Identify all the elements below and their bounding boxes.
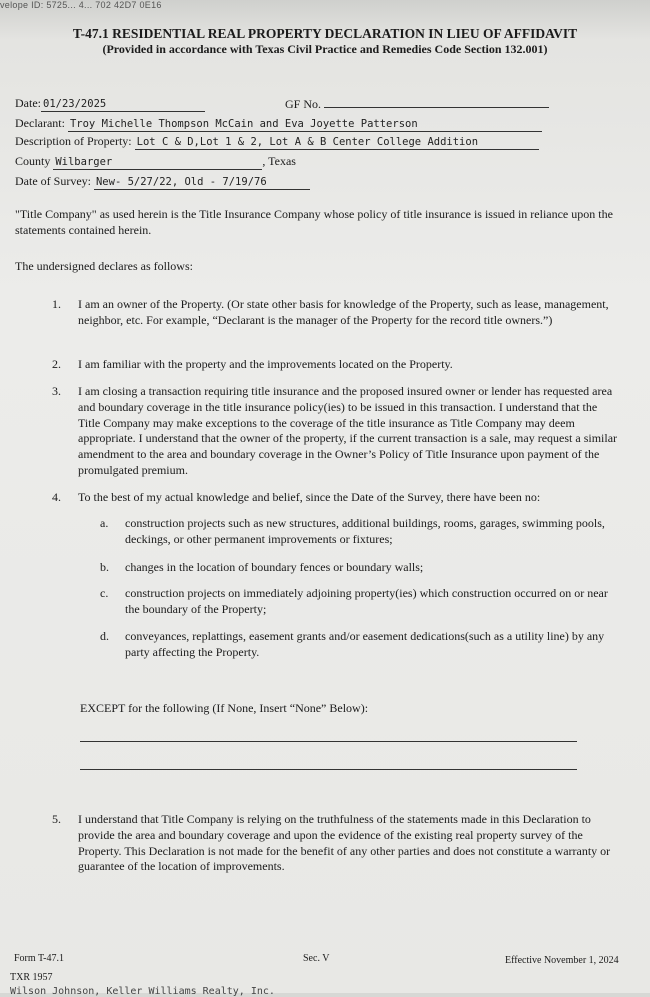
subitem-letter: c. (100, 586, 109, 600)
document-subtitle: (Provided in accordance with Texas Civil Practice and Remedies Code Section 132.001) (102, 42, 548, 56)
date-label: Date: (15, 96, 41, 110)
broker-strip: Wilson Johnson, Keller Williams Realty, Inc. (10, 986, 275, 997)
item-number: 1. (52, 297, 61, 311)
declares-paragraph: The undersigned declares as follows: (15, 259, 193, 273)
item-5 (52, 812, 620, 875)
envelope-id-strip: velope ID: 5725... 4... 702 42D7 0E16 (0, 0, 162, 10)
declarant-row (15, 116, 542, 132)
except-line-2[interactable] (80, 769, 577, 770)
gf-row (285, 96, 549, 112)
item-1 (52, 297, 620, 329)
county-field[interactable]: Wilbarger (53, 156, 262, 170)
gf-label: GF No. (285, 97, 322, 111)
survey-date-field[interactable]: New- 5/27/22, Old - 7/19/76 (94, 176, 310, 190)
survey-row (15, 174, 310, 190)
item-3 (52, 384, 620, 479)
property-row (15, 134, 539, 150)
footer-form: Form T-47.1 (14, 953, 65, 964)
except-line-1[interactable] (80, 741, 577, 742)
declarant-field[interactable]: Troy Michelle Thompson McCain and Eva Joyette Patterson (68, 118, 542, 132)
footer-section: Sec. V (303, 953, 330, 964)
subitem-d (100, 629, 620, 661)
intro-paragraph: "Title Company" as used herein is the Title Insurance Company whose policy of title insurance is issued in reliance upon the statements contained herein. (15, 207, 613, 237)
survey-label: Date of Survey: (15, 174, 91, 188)
county-suffix: , Texas (262, 154, 296, 168)
subitem-letter: d. (100, 629, 109, 643)
date-row (15, 96, 205, 112)
item-text: To the best of my actual knowledge and belief, since the Date of the Survey, there have been no: (78, 490, 541, 504)
declarant-label: Declarant: (15, 116, 65, 130)
item-text: I am an owner of the Property. (Or state other basis for knowledge of the Property, such as lease, management, neighbor, etc. For example, “Declarant is the manager of the Property for the record title owners.”) (78, 297, 609, 327)
subitem-text: construction projects such as new structures, additional buildings, rooms, garages, swimming pools, deckings, or other permanent improvements or fixtures; (125, 516, 605, 546)
item-number: 4. (52, 490, 61, 504)
county-row (15, 154, 296, 170)
footer-txr: TXR 1957 (10, 972, 53, 983)
subitem-a (100, 516, 620, 548)
property-field[interactable]: Lot C & D,Lot 1 & 2, Lot A & B Center College Addition (135, 136, 539, 150)
item-2 (52, 357, 620, 373)
subitem-c (100, 586, 620, 618)
gf-number-field[interactable] (324, 96, 549, 108)
document-title: T-47.1 RESIDENTIAL REAL PROPERTY DECLARATION IN LIEU OF AFFIDAVIT (72, 26, 578, 41)
subitem-text: conveyances, replattings, easement grants and/or easement dedications(such as a utility line) by any party affecting the Property. (125, 629, 605, 659)
property-label: Description of Property: (15, 134, 132, 148)
subitem-b (100, 560, 620, 576)
county-label: County (15, 154, 51, 168)
subitem-letter: b. (100, 560, 109, 574)
item-number: 2. (52, 357, 61, 371)
footer-effective: Effective November 1, 2024 (505, 955, 619, 966)
item-text: I am familiar with the property and the improvements located on the Property. (78, 357, 453, 371)
item-number: 3. (52, 384, 61, 398)
item-4 (52, 490, 620, 506)
date-field[interactable]: 01/23/2025 (41, 98, 205, 112)
item-number: 5. (52, 812, 61, 826)
item-text: I am closing a transaction requiring title insurance and the proposed insured owner or lender has requested area and boundary coverage in the title insurance policy(ies) to be issued in this transaction. I understand that the Title Company may make exceptions to the coverage of the title insurance as Title Company may deem appropriate. I understand that the owner of the property, if the current transaction is a sale, may request a similar amendment to the area and boundary coverage in the Owner’s Policy of Title Insurance upon payment of the promulgated premium. (78, 384, 618, 477)
except-label: EXCEPT for the following (If None, Insert “None” Below): (80, 701, 369, 715)
subitem-text: construction projects on immediately adjoining property(ies) which construction occurred on or near the boundary of the Property; (125, 586, 608, 616)
subitem-text: changes in the location of boundary fences or boundary walls; (125, 560, 424, 574)
item-text: I understand that Title Company is relying on the truthfulness of the statements made in this Declaration to provide the area and boundary coverage and upon the evidence of the existing real property survey of the Property. This Declaration is not made for the benefit of any other parties and does not constitute a warranty or guarantee of the location of improvements. (78, 812, 611, 874)
subitem-letter: a. (100, 516, 109, 530)
